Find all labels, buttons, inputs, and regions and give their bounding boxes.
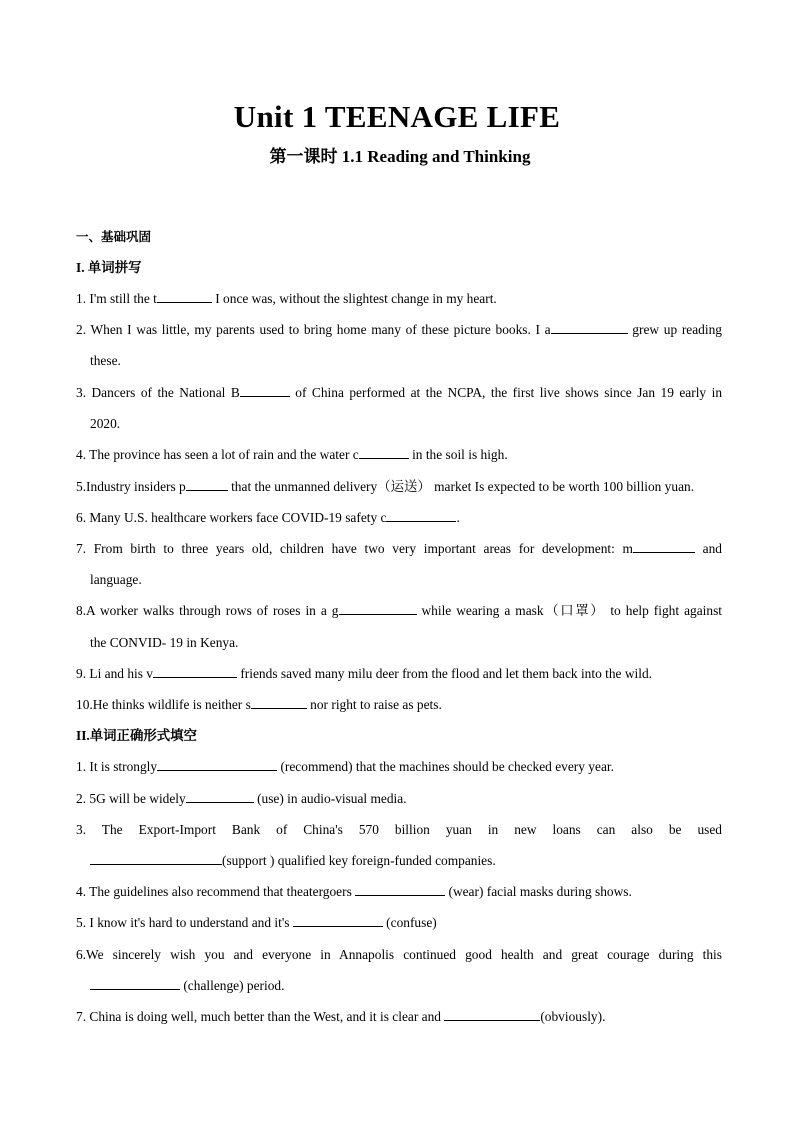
exercise-item-continuation: (challenge) period. [90, 977, 722, 995]
part-heading-spelling: I. 单词拼写 [76, 260, 142, 275]
exercise-item-continuation: language. [90, 572, 142, 587]
answer-blank[interactable] [386, 509, 456, 522]
answer-blank[interactable] [339, 602, 417, 615]
answer-blank[interactable] [444, 1008, 540, 1021]
answer-blank[interactable] [355, 883, 445, 896]
exercise-item: 2. 5G will be widely (use) in audio-visual media. [76, 791, 407, 806]
exercise-item: 4. The guidelines also recommend that theatergoers (wear) facial masks during shows. [76, 884, 632, 899]
exercise-item-continuation: the CONVID- 19 in Kenya. [90, 635, 239, 650]
part-heading-word-forms: II.单词正确形式填空 [76, 728, 197, 743]
exercise-item: 5.Industry insiders p that the unmanned delivery（运送） market Is expected to be worth 100 billion yuan. [76, 479, 695, 494]
exercise-item: 9. Li and his v friends saved many milu deer from the flood and let them back into the wild. [76, 666, 652, 681]
exercise-item: 10.He thinks wildlife is neither s nor right to raise as pets. [76, 697, 442, 712]
exercise-item: 7. From birth to three years old, children have two very important areas for development: m and [76, 541, 723, 556]
section-heading-basics: 一、基础巩固 [76, 229, 152, 244]
exercise-item: 8.A worker walks through rows of roses in a g while wearing a mask（口罩） to help fight against [76, 603, 723, 618]
answer-blank[interactable] [293, 914, 383, 927]
answer-blank[interactable] [153, 665, 237, 678]
answer-blank[interactable] [90, 977, 180, 990]
page-title: Unit 1 TEENAGE LIFE [233, 99, 561, 134]
exercise-item: 3. Dancers of the National B of China performed at the NCPA, the first live shows since Jan 19 early in [76, 385, 723, 400]
exercise-item: 7. China is doing well, much better than the West, and it is clear and (obviously). [76, 1009, 606, 1024]
exercise-item-continuation: (support ) qualified key foreign-funded companies. [90, 852, 722, 870]
exercise-item: 1. I'm still the t I once was, without the slightest change in my heart. [76, 291, 497, 306]
answer-blank[interactable] [157, 290, 212, 303]
answer-blank[interactable] [633, 540, 695, 553]
page-subtitle: 第一课时 1.1 Reading and Thinking [269, 147, 531, 166]
answer-blank[interactable] [90, 852, 222, 865]
answer-blank[interactable] [551, 321, 628, 334]
exercise-item-continuation: these. [90, 353, 121, 368]
exercise-item-continuation: 2020. [90, 416, 121, 431]
exercise-item: 5. I know it's hard to understand and it's (confuse) [76, 915, 437, 930]
exercise-item: 1. It is strongly (recommend) that the machines should be checked every year. [76, 759, 614, 774]
answer-blank[interactable] [186, 478, 228, 491]
answer-blank[interactable] [157, 758, 277, 771]
exercise-item: 4. The province has seen a lot of rain and the water c in the soil is high. [76, 447, 508, 462]
answer-blank[interactable] [251, 696, 307, 709]
answer-blank[interactable] [240, 384, 290, 397]
exercise-item: 2. When I was little, my parents used to bring home many of these picture books. I a grew up reading [76, 322, 722, 337]
answer-blank[interactable] [186, 790, 254, 803]
exercise-item: 6.We sincerely wish you and everyone in Annapolis continued good health and great courage during this [76, 947, 722, 962]
exercise-item: 3. The Export-Import Bank of China's 570 billion yuan in new loans can also be used [76, 822, 722, 837]
answer-blank[interactable] [359, 446, 409, 459]
exercise-item: 6. Many U.S. healthcare workers face COVID-19 safety c . [76, 510, 460, 525]
